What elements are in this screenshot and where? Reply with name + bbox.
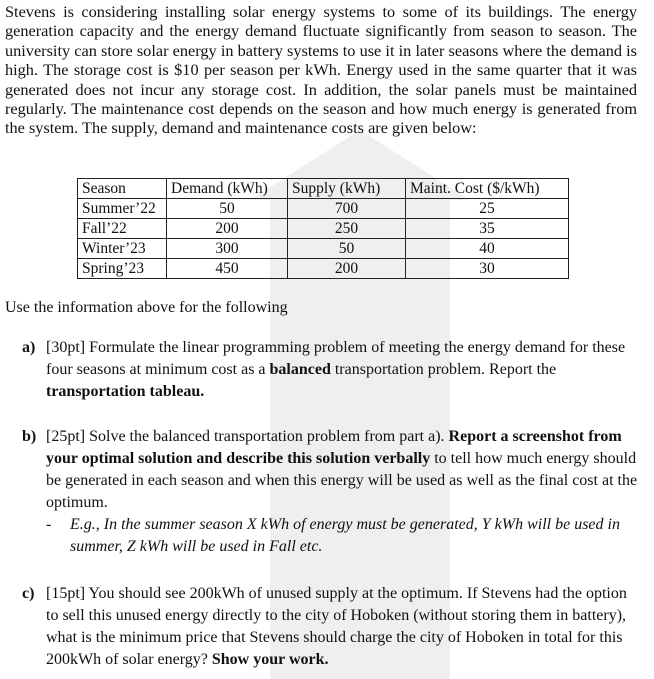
header-season: Season (78, 179, 167, 199)
cell-season: Fall’22 (78, 219, 167, 239)
cell-maint-cost: 40 (406, 239, 569, 259)
header-supply: Supply (kWh) (288, 179, 406, 199)
table-header-row (78, 179, 569, 199)
cell-maint-cost: 35 (406, 219, 569, 239)
part-a-text: [30pt] Formulate the linear programming problem of meeting the energy demand for these four seasons at minimum cost as a (46, 339, 626, 378)
table-row (78, 259, 569, 279)
part-b (22, 426, 642, 558)
part-b-label: b) (22, 428, 37, 445)
part-a (22, 337, 642, 403)
part-c-bold: Show your work. (211, 651, 329, 668)
part-b-text: [25pt] Solve the balanced transportation problem from part a). (46, 428, 449, 445)
cell-maint-cost: 30 (406, 259, 569, 279)
cell-supply: 50 (288, 239, 406, 259)
cell-season: Summer’22 (78, 199, 167, 219)
table-row (78, 219, 569, 239)
table-row (78, 239, 569, 259)
cell-demand: 200 (167, 219, 288, 239)
cell-season: Winter’23 (78, 239, 167, 259)
example-text: E.g., In the summer season X kWh of energy must be generated, Y kWh will be used in summer, Z kWh will be used in Fall etc. (70, 516, 620, 555)
part-b-text-2: to tell how much energy should be generated in each season and when this energy will be used as well as the final cost at the optimum. (46, 450, 638, 511)
cell-supply: 200 (288, 259, 406, 279)
cell-demand: 300 (167, 239, 288, 259)
part-a-bold-tableau: transportation tableau. (46, 383, 205, 400)
table-row (78, 199, 569, 219)
season-data-table (77, 178, 569, 279)
part-b-bold: Report a screenshot from your optimal solution and describe this solution verbally (46, 428, 622, 467)
part-a-bold-balanced: balanced (269, 361, 331, 378)
part-a-text-2: transportation problem. Report the (330, 361, 557, 378)
part-b-example (46, 514, 642, 558)
part-c-label: c) (22, 585, 35, 602)
cell-supply: 700 (288, 199, 406, 219)
bullet-dash: - (46, 516, 52, 533)
instructions-text: Use the information above for the following (5, 299, 288, 316)
cell-supply: 250 (288, 219, 406, 239)
header-demand: Demand (kWh) (167, 179, 288, 199)
cell-demand: 50 (167, 199, 288, 219)
header-maint-cost: Maint. Cost ($/kWh) (406, 179, 569, 199)
part-c (22, 583, 642, 671)
cell-season: Spring’23 (78, 259, 167, 279)
cell-demand: 450 (167, 259, 288, 279)
part-c-text: [15pt] You should see 200kWh of unused supply at the optimum. If Stevens had the option to sell this unused energy directly to the city of Hoboken (without storing them in battery), what is the minimum price that Stevens should charge the city of Hoboken in total for this 200kWh of solar energy? (46, 585, 627, 668)
cell-maint-cost: 25 (406, 199, 569, 219)
part-a-label: a) (22, 339, 36, 356)
problem-intro: Stevens is considering installing solar energy systems to some of its buildings. The energy generation capacity and the energy demand fluctuate significantly from season to season. The university can store solar energy in battery systems to use it in later seasons where the demand is high. The storage cost is $10 per season per kWh. Energy used in the same quarter that it was generated does not incur any storage cost. In addition, the solar panels must be maintained regularly. The maintenance cost depends on the season and how much energy is generated from the system. The supply, demand and maintenance costs are given below: (5, 2, 637, 138)
